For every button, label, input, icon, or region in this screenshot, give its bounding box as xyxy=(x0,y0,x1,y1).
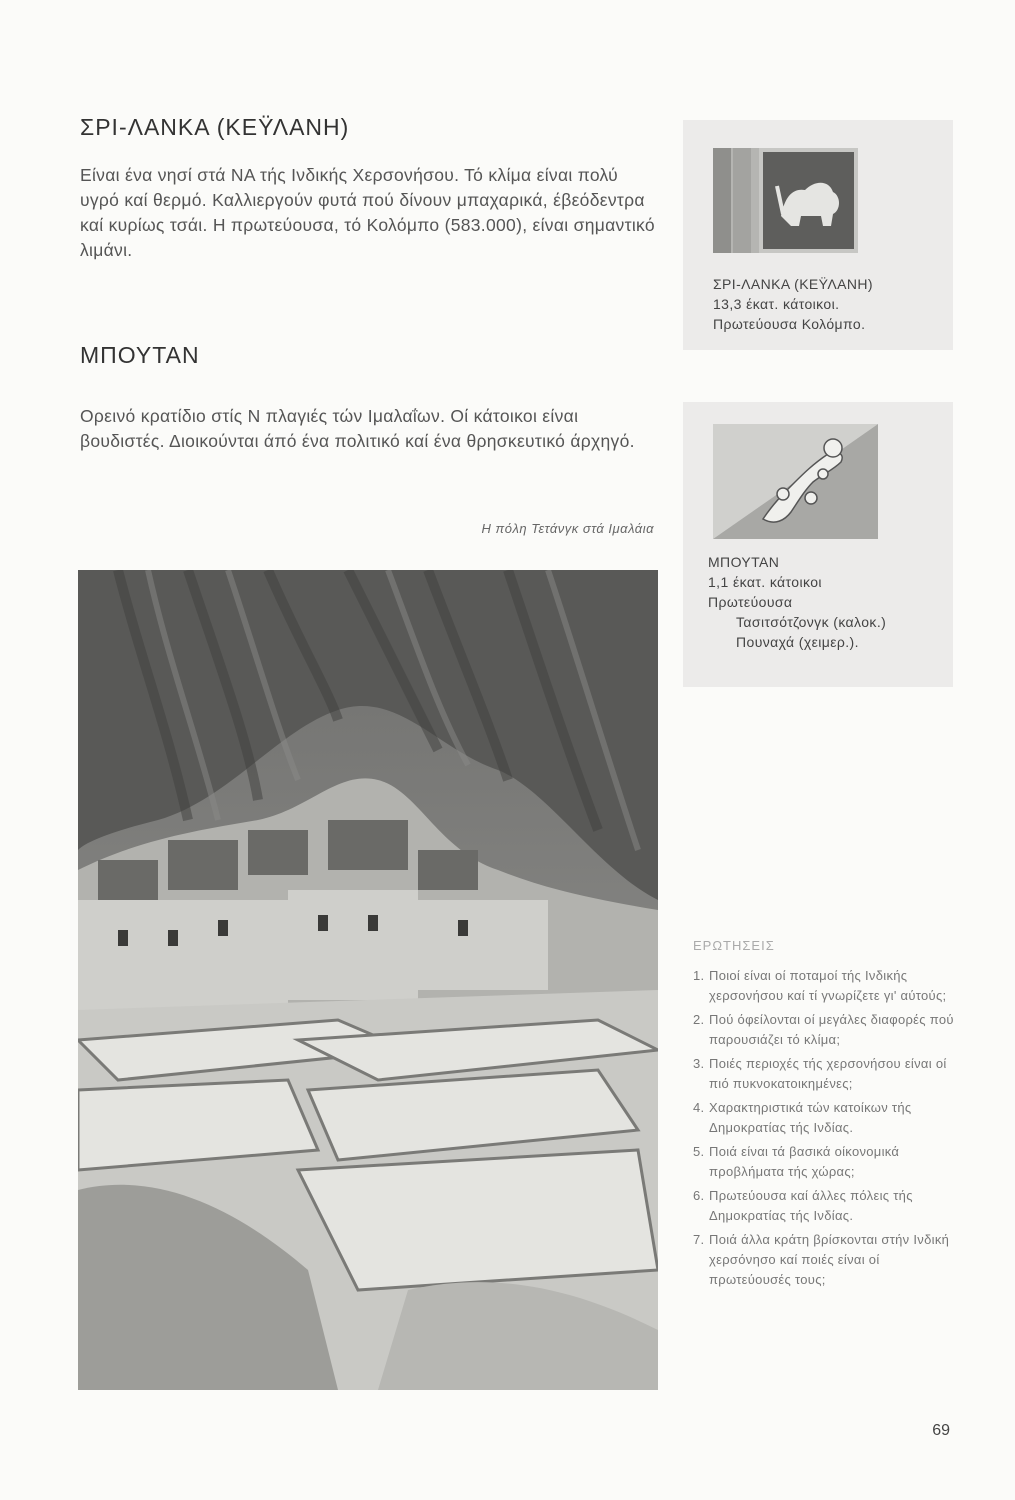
question-item: 4. Χαρακτηριστικά τών κατοίκων τής Δημοκρατίας τής Ινδίας. xyxy=(693,1100,912,1135)
question-item: 1. Ποιοί είναι οί ποταμοί τής Ινδικής χερσονήσου καί τί γνωρίζετε γι' αύτούς; xyxy=(693,968,947,1003)
sri-lanka-capital: Πρωτεύουσα Κολόμπο. xyxy=(713,316,866,332)
question-item: 7. Ποιά άλλα κράτη βρίσκονται στήν Ινδική χερσόνησο καί ποιές είναι οί πρωτεύουσές τους; xyxy=(693,1232,950,1287)
question-item: 6. Πρωτεύουσα καί άλλες πόλεις τής Δημοκρατίας τής Ινδίας. xyxy=(693,1188,913,1223)
sri-lanka-population: 13,3 έκατ. κάτοικοι. xyxy=(713,296,840,312)
bhutan-capital-winter: Πουναχά (χειμερ.). xyxy=(736,634,859,650)
sri-lanka-heading: ΣΡΙ-ΛΑΝΚΑ (ΚΕΫΛΑΝΗ) xyxy=(80,114,350,140)
bhutan-population: 1,1 έκατ. κάτοικοι xyxy=(708,574,822,590)
photo-caption: Η πόλη Τετάνγκ στά Ιμαλάια xyxy=(481,521,654,536)
bhutan-info-box xyxy=(683,402,953,687)
bhutan-capital-summer: Τασιτσότζονγκ (καλοκ.) xyxy=(736,614,887,630)
questions-title: ΕΡΩΤΗΣΕΙΣ xyxy=(693,938,775,953)
question-item: 3. Ποιές περιοχές τής χερσονήσου είναι οί πιό πυκνοκατοικημένες; xyxy=(693,1056,947,1091)
lion-icon xyxy=(771,166,849,236)
sri-lanka-info-box xyxy=(683,120,953,350)
page-number: 69 xyxy=(932,1422,950,1439)
sri-lanka-flag xyxy=(713,148,858,253)
bhutan-heading: ΜΠΟΥΤΑΝ xyxy=(80,342,200,368)
sri-lanka-text: Είναι ένα νησί στά ΝΑ τής Ινδικής Χερσονήσου. Τό κλίμα είναι πολύ υγρό καί θερμό. Καλλιεργούν φυτά πού δίνουν μπαχαρικά, έβεόδεντρα καί κυρίως τσάι. Η πρωτεύουσα, τό Κολόμπο (583.000), είναι σημαντικό λιμάνι. xyxy=(80,165,655,260)
sri-lanka-flag-name: ΣΡΙ-ΛΑΝΚΑ (ΚΕΫΛΑΝΗ) xyxy=(713,276,873,292)
bhutan-text: Ορεινό κρατίδιο στίς Ν πλαγιές τών Ιμαλαΐων. Οί κάτοικοι είναι βουδιστές. Διοικούνται άπό ένα πολιτικό καί ένα θρησκευτικό άρχηγό. xyxy=(80,406,635,451)
questions-list xyxy=(693,966,955,1294)
question-item: 2. Πού όφείλονται οί μεγάλες διαφορές πού παρουσιάζει τό κλίμα; xyxy=(693,1012,954,1047)
tetang-village-photo xyxy=(78,570,658,1390)
bhutan-flag-name: ΜΠΟΥΤΑΝ xyxy=(708,554,780,570)
bhutan-capital-label: Πρωτεύουσα xyxy=(708,594,793,610)
bhutan-flag xyxy=(713,424,878,539)
question-item: 5. Ποιά είναι τά βασικά οίκονομικά προβλήματα τής χώρας; xyxy=(693,1144,900,1179)
